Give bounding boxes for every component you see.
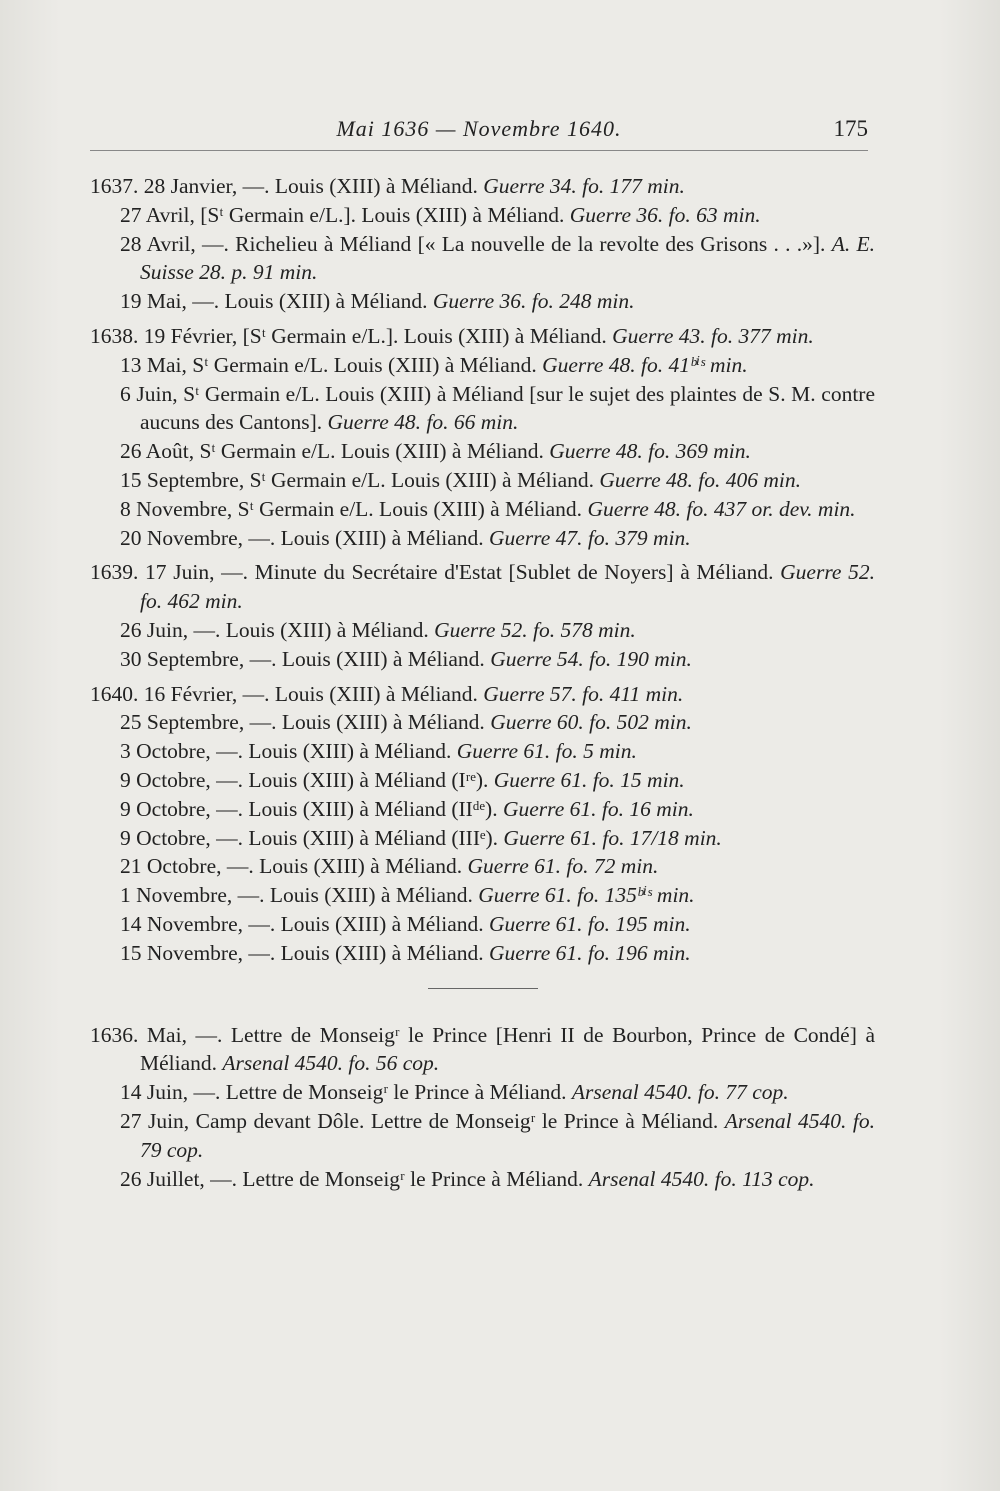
entry [90, 708, 875, 737]
entry [90, 645, 875, 674]
entry-reference: Guerre 36. fo. 248 min. [432, 289, 635, 314]
entry-reference: Guerre 60. fo. 502 min. [490, 710, 692, 735]
entry-text: 9 Octobre, —. Louis (XIII) à Méliand (Iʳᵉ). [120, 767, 494, 792]
entry-reference: Guerre 47. fo. 379 min. [489, 525, 691, 550]
entry-text: 8 Novembre, Sᵗ Germain e/L. Louis (XIII) à Méliand. [120, 496, 588, 521]
entry-reference: Arsenal 4540. fo. 113 cop. [588, 1166, 815, 1191]
entry-text: 26 Juillet, —. Lettre de Monseigʳ le Prince à Méliand. [120, 1166, 589, 1191]
entry [90, 380, 875, 438]
entry-text: 26 Juin, —. Louis (XIII) à Méliand. [120, 617, 435, 642]
entry-reference: Guerre 61. fo. 16 min. [502, 796, 694, 821]
entry-text: 14 Juin, —. Lettre de Monseigʳ le Prince à Méliand. [120, 1080, 572, 1105]
entry [90, 737, 875, 766]
entry-text: 27 Avril, [Sᵗ Germain e/L.]. Louis (XIII) à Méliand. [120, 202, 570, 227]
entry [90, 680, 875, 709]
page-number: 175 [833, 116, 868, 141]
entry-reference: Guerre 57. fo. 411 min. [483, 681, 684, 706]
entry-text: 15 Novembre, —. Louis (XIII) à Méliand. [120, 940, 489, 965]
entry-reference: A. E. Suisse 28. p. 91 min. [140, 231, 875, 285]
entry [90, 201, 875, 230]
entry [90, 1107, 875, 1165]
entry-text: 28 Avril, —. Richelieu à Méliand [« La nouvelle de la revolte des Grisons . . .»]. [120, 231, 832, 256]
entry [90, 466, 875, 495]
entry [90, 558, 875, 616]
entry [90, 616, 875, 645]
entry [90, 437, 875, 466]
entry-reference: Guerre 52. fo. 578 min. [434, 617, 636, 642]
entry-reference: Guerre 52. fo. 462 min. [140, 560, 875, 614]
entry [90, 824, 875, 853]
entry-text: 1638. 19 Février, [Sᵗ Germain e/L.]. Louis (XIII) à Méliand. [90, 323, 613, 348]
entry-group-1640 [90, 680, 875, 968]
entry-group-1636 [90, 1021, 875, 1194]
entry-reference: Guerre 36. fo. 63 min. [569, 202, 761, 227]
entry [90, 1078, 875, 1107]
entry-reference: Guerre 34. fo. 177 min. [483, 174, 685, 198]
entry-text: 9 Octobre, —. Louis (XIII) à Méliand (IIᵈᵉ). [120, 796, 503, 821]
entry-text: 27 Juin, Camp devant Dôle. Lettre de Monseigʳ le Prince à Méliand. [120, 1108, 725, 1133]
entry-text: 1636. Mai, —. Lettre de Monseigʳ le Prince [Henri II de Bourbon, Prince de Condé] à Méliand. [90, 1022, 875, 1076]
entry [90, 351, 875, 380]
entry-reference: Guerre 61. fo. 5 min. [456, 739, 637, 764]
entry-reference: Guerre 61. fo. 17/18 min. [503, 825, 722, 850]
entry [90, 1021, 875, 1079]
entry [90, 939, 875, 968]
entry-text: 1639. 17 Juin, —. Minute du Secrétaire d'Estat [Sublet de Noyers] à Méliand. [90, 560, 781, 585]
entry [90, 1165, 875, 1194]
entry-reference: Guerre 61. fo. 15 min. [493, 767, 685, 792]
entry [90, 495, 875, 524]
page-body [90, 172, 875, 1199]
entry-text: 9 Octobre, —. Louis (XIII) à Méliand (IIIᵉ). [120, 825, 504, 850]
entry-reference: Guerre 54. fo. 190 min. [490, 646, 692, 671]
page-header [90, 116, 868, 151]
running-title: Mai 1636 — Novembre 1640. [336, 116, 622, 141]
entry-reference: Guerre 48. fo. 41ᵇⁱˢ min. [542, 352, 748, 377]
entry-text: 25 Septembre, —. Louis (XIII) à Méliand. [120, 710, 491, 735]
entry-reference: Guerre 48. fo. 406 min. [599, 467, 802, 492]
entry-text: 19 Mai, —. Louis (XIII) à Méliand. [120, 289, 433, 314]
entry [90, 230, 875, 288]
entry-group-1637 [90, 172, 875, 316]
entry [90, 766, 875, 795]
entry [90, 287, 875, 316]
entry-reference: Guerre 43. fo. 377 min. [612, 323, 814, 348]
entry-text: 30 Septembre, —. Louis (XIII) à Méliand. [120, 646, 491, 671]
entry-reference: Arsenal 4540. fo. 56 cop. [222, 1051, 440, 1076]
entry-reference: Guerre 48. fo. 66 min. [327, 410, 519, 435]
entry-text: 6 Juin, Sᵗ Germain e/L. Louis (XIII) à Méliand [sur le sujet des plaintes de S. M. contre aucuns des Cantons]. [120, 381, 875, 435]
entry-text: 13 Mai, Sᵗ Germain e/L. Louis (XIII) à Méliand. [120, 352, 543, 377]
entry-reference: Guerre 48. fo. 369 min. [549, 439, 751, 464]
entry [90, 852, 875, 881]
entry-text: 21 Octobre, —. Louis (XIII) à Méliand. [120, 854, 468, 879]
entry [90, 910, 875, 939]
entry-text: 26 Août, Sᵗ Germain e/L. Louis (XIII) à Méliand. [120, 439, 550, 464]
entry-group-1639 [90, 558, 875, 673]
entry-text: 20 Novembre, —. Louis (XIII) à Méliand. [120, 525, 489, 550]
entry-reference: Guerre 61. fo. 135ᵇⁱˢ min. [478, 883, 695, 908]
entry-text: 3 Octobre, —. Louis (XIII) à Méliand. [120, 739, 457, 764]
entry-text: 1637. 28 Janvier, —. Louis (XIII) à Méliand. [90, 174, 484, 198]
entry [90, 172, 875, 201]
entry-reference: Guerre 61. fo. 72 min. [467, 854, 659, 879]
entry-group-1638 [90, 322, 875, 552]
entry-reference: Guerre 61. fo. 195 min. [489, 911, 691, 936]
entry-reference: Guerre 61. fo. 196 min. [489, 940, 691, 965]
entry-reference: Arsenal 4540. fo. 79 cop. [140, 1108, 875, 1162]
entry [90, 795, 875, 824]
entry [90, 881, 875, 910]
section-divider [428, 988, 538, 989]
entry-text: 14 Novembre, —. Louis (XIII) à Méliand. [120, 911, 489, 936]
entry-reference: Guerre 48. fo. 437 or. dev. min. [587, 496, 856, 521]
entry [90, 322, 875, 351]
entry-text: 15 Septembre, Sᵗ Germain e/L. Louis (XIII) à Méliand. [120, 467, 600, 492]
entry-text: 1640. 16 Février, —. Louis (XIII) à Méliand. [90, 681, 484, 706]
entry [90, 524, 875, 553]
entry-reference: Arsenal 4540. fo. 77 cop. [571, 1080, 789, 1105]
entry-text: 1 Novembre, —. Louis (XIII) à Méliand. [120, 883, 479, 908]
